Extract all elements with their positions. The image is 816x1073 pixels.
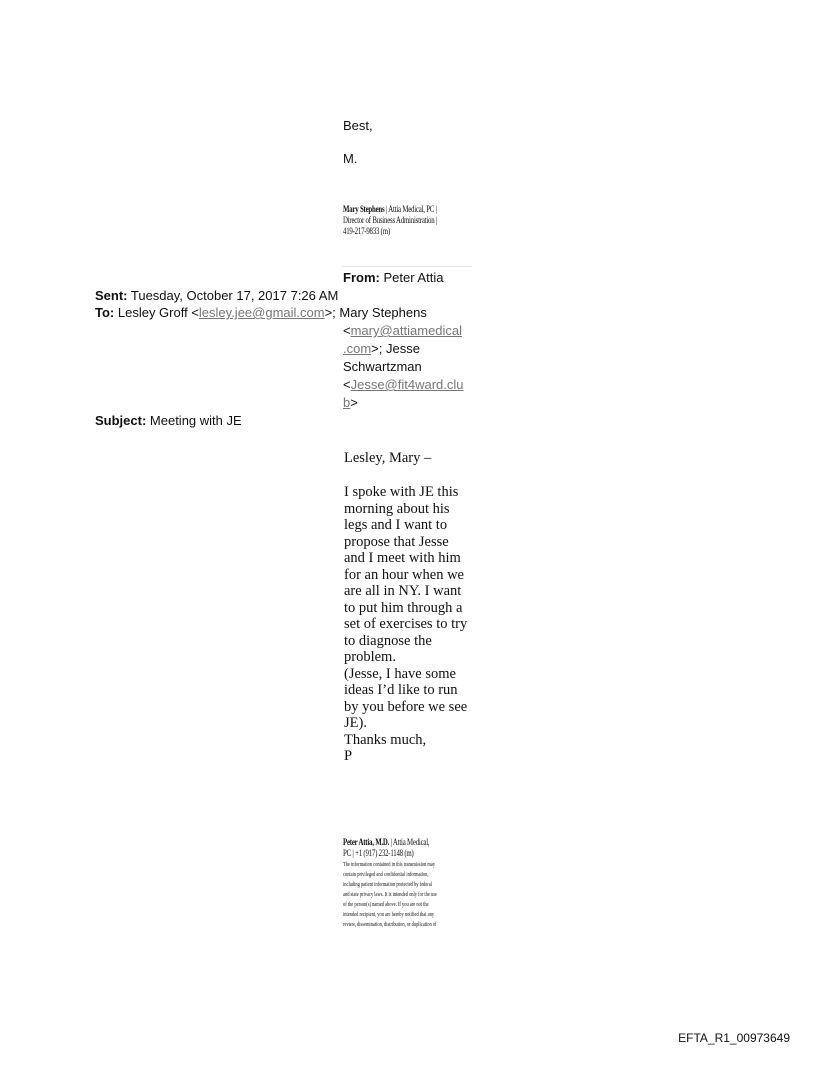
mary-signature-line3: 419-217-9833 (m): [343, 227, 390, 237]
sent-label: Sent:: [95, 288, 128, 303]
mary-signature-name: Mary Stephens: [343, 205, 385, 215]
body-line: JE).: [344, 715, 367, 731]
body-line: to put him through a: [344, 599, 463, 616]
to-email-mary-cont[interactable]: .com: [343, 341, 372, 356]
body-line: for an hour when we: [344, 566, 464, 583]
peter-signature: [343, 838, 483, 930]
to-field: To: Lesley Groff <lesley.jee@gmail.com>; Mary Stephens: [95, 305, 427, 320]
body-line: legs and I want to: [344, 517, 448, 533]
document-id: EFTA_R1_00973649: [678, 1031, 790, 1045]
body-line: propose that Jesse: [344, 533, 449, 550]
from-label: From:: [343, 270, 380, 285]
body-line: I spoke with JE this: [344, 484, 459, 500]
to-label: To:: [95, 305, 115, 320]
body-line: (Jesse, I have some: [344, 665, 456, 682]
body-line: morning about his: [344, 500, 450, 517]
from-value: Peter Attia: [379, 270, 444, 285]
peter-signature-line1: | Attia Medical,: [389, 838, 430, 848]
body-text: [344, 484, 467, 765]
mary-signature: [343, 205, 483, 238]
sent-field: [95, 287, 338, 305]
subject-value: Meeting with JE: [146, 413, 242, 428]
body-greeting: Lesley, Mary –: [344, 450, 432, 466]
body-line: problem.: [344, 649, 396, 665]
peter-signature-name: Peter Attia, M.D.: [343, 838, 390, 848]
to-email-jesse-cont[interactable]: b: [343, 395, 351, 410]
peter-signature-line2: PC | +1 (917) 232-1148 (m): [343, 849, 414, 859]
sent-value: Tuesday, October 17, 2017 7:26 AM: [127, 288, 339, 303]
body-line: by you before we see: [344, 698, 468, 715]
mary-signature-line1: | Attia Medical, PC |: [384, 205, 437, 215]
subject-label: Subject:: [95, 413, 147, 428]
body-line: are all in NY. I want: [344, 583, 462, 599]
mary-signature-line2: Director of Business Administration |: [343, 216, 438, 226]
confidentiality-disclaimer: The information contained in this transmission may contain privileged and confidential information, including patient information protected by federal and state privacy laws. It is intended only for the use of the person(s) named above. If you are not the intended recipient, you are hereby notified that any review, dissemination, distribution, or duplication of: [343, 861, 437, 928]
subject-field: [95, 412, 242, 430]
body-line: and I meet with him: [344, 550, 461, 566]
body-line: to diagnose the: [344, 632, 432, 649]
to-email-jesse[interactable]: Jesse@fit4ward.clu: [350, 377, 464, 392]
to-email-mary[interactable]: mary@attiamedical: [350, 323, 463, 338]
header-divider: [342, 266, 472, 267]
body-line: P: [344, 748, 353, 764]
body-line: ideas I’d like to run: [344, 682, 458, 698]
closing-initial: M.: [343, 151, 358, 166]
body-line: Thanks much,: [344, 731, 427, 748]
to-email-lesley[interactable]: lesley.jee@gmail.com: [198, 305, 325, 320]
from-field: [343, 269, 443, 287]
closing-best: Best,: [343, 118, 373, 133]
to-field-continued: <mary@attiamedical .com>; Jesse Schwartzman <Jesse@fit4ward.clu b>: [343, 323, 464, 410]
body-line: set of exercises to try: [344, 616, 468, 632]
